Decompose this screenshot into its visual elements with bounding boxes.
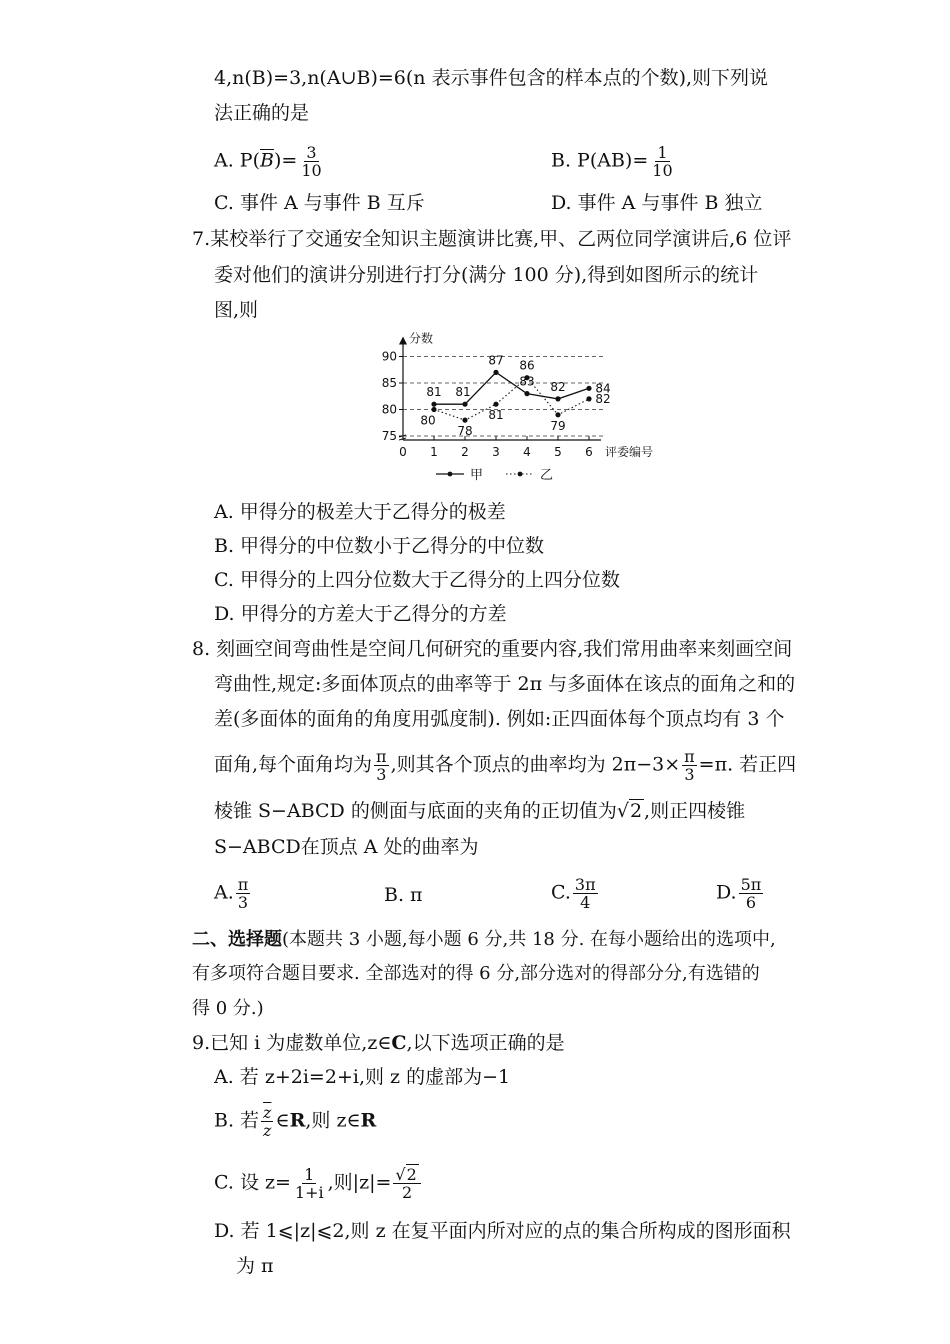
q9-option-b: B. 若 $\frac{\overline{z}}{z}$ ∈R,则 z∈R: [214, 1103, 377, 1140]
data-label-乙-4: 86: [519, 358, 535, 373]
data-label-甲-4: 83: [519, 374, 535, 389]
q8-pi-over-3-fraction-2: $\frac{\pi}{3}$: [684, 747, 695, 784]
q8-a-fraction: $\frac{\pi}{3}$: [237, 875, 249, 912]
q6-stem-line1: 4,n(B)=3,n(A∪B)=6(n 表示事件包含的样本点的个数),则下列说: [214, 67, 769, 89]
q9-option-d-line1: D. 若 1⩽|z|⩽2,则 z 在复平面内所对应的点的集合所构成的图形面积: [214, 1220, 791, 1242]
y-tick-label-80: 80: [381, 402, 397, 417]
point-甲-3: [493, 370, 498, 375]
x-tick-label-4: 4: [523, 445, 531, 459]
legend-label-甲: 甲: [470, 468, 484, 483]
q6-a-mid: )=: [273, 149, 298, 172]
section2-instructions-line2: 有多项符合题目要求. 全部选对的得 6 分,部分选对的得部分分,有选错的: [192, 963, 760, 984]
q7-stem-line2: 委对他们的演讲分别进行打分(满分 100 分),得到如图所示的统计: [214, 264, 759, 286]
q7-option-c: C. 甲得分的上四分位数大于乙得分的上四分位数: [214, 569, 620, 591]
point-乙-1: [431, 407, 436, 412]
x-tick-label-6: 6: [585, 445, 593, 459]
legend-marker-乙: [518, 472, 523, 477]
y-tick-label-90: 90: [381, 349, 397, 364]
data-label-乙-6: 82: [595, 391, 611, 406]
q9-b-fraction: $\frac{\overline{z}}{z}$: [263, 1103, 272, 1140]
y-tick-label-75: 75: [381, 429, 397, 443]
q6-b-prefix: B. P(AB)=: [551, 149, 649, 172]
q9-stem: 9.已知 i 为虚数单位,z∈C,以下选项正确的是: [192, 1032, 565, 1054]
section2-instructions-line3: 得 0 分.): [192, 998, 264, 1019]
data-label-乙-1: 80: [420, 413, 436, 428]
point-乙-3: [493, 402, 498, 407]
data-label-甲-2: 81: [455, 385, 471, 400]
q9-c-sqrt2-over-2: $\frac{√2}{2}$: [393, 1166, 420, 1201]
q7-option-b: B. 甲得分的中位数小于乙得分的中位数: [214, 535, 545, 557]
q6-a-prefix: A. P(: [214, 149, 260, 172]
point-甲-2: [462, 402, 467, 407]
x-tick-label-3: 3: [492, 445, 500, 459]
q8-stem-line5: 棱锥 S−ABCD 的侧面与底面的夹角的正切值为√2 ,则正四棱锥: [214, 800, 746, 822]
q7-option-a: A. 甲得分的极差大于乙得分的极差: [214, 501, 506, 523]
legend-marker-甲: [448, 472, 453, 477]
q8-pi-over-3-fraction: $\frac{\pi}{3}$: [376, 747, 387, 784]
q9-c-fraction: $\frac{1}{1+i}$: [294, 1165, 324, 1202]
q8-stem-line2: 弯曲性,规定:多面体顶点的曲率等于 2π 与多面体在该点的面角之和的: [214, 673, 796, 695]
q8-stem-line3: 差(多面体的面角的角度用弧度制). 例如:正四面体每个顶点均有 3 个: [214, 708, 785, 730]
q7-option-d: D. 甲得分的方差大于乙得分的方差: [214, 603, 507, 625]
point-甲-5: [555, 396, 560, 401]
data-label-乙-2: 78: [457, 424, 473, 439]
x-tick-label-1: 1: [430, 445, 438, 459]
q6-a-bar-b: $\overline{B}$: [260, 149, 274, 172]
q8-d-fraction: $\frac{5\pi}{6}$: [740, 875, 762, 912]
q8-stem-line1: 8. 刻画空间弯曲性是空间几何研究的重要内容,我们常用曲率来刻画空间: [192, 638, 793, 660]
data-label-甲-6: 84: [595, 381, 611, 396]
x-tick-label-2: 2: [461, 445, 469, 459]
q6-option-b: [551, 144, 677, 179]
sqrt-sign: √: [616, 800, 629, 822]
q6-a-fraction: $\frac{3}{10}$: [301, 143, 322, 180]
q7-line-chart: [370, 322, 690, 490]
q9-option-c: C. 设 z= $\frac{1}{1+i}$ ,则|z|= $\frac{√2}{2}$: [214, 1166, 423, 1201]
q8-option-d: D. $\frac{5\pi}{6}$: [716, 875, 762, 912]
point-乙-5: [555, 412, 560, 417]
q8-stem-line6: S−ABCD在顶点 A 处的曲率为: [214, 836, 479, 858]
q8-option-c: C. $\frac{3\pi}{4}$: [551, 875, 596, 912]
data-label-甲-5: 82: [550, 379, 566, 394]
section2-instructions-line1: 二、选择题(本题共 3 小题,每小题 6 分,共 18 分. 在每小题给出的选项中,: [192, 929, 776, 950]
q7-stem-line3: 图,则: [214, 299, 259, 321]
data-label-乙-5: 79: [550, 418, 566, 433]
q8-option-a: A. $\frac{\pi}{3}$: [214, 875, 249, 912]
point-甲-4: [524, 391, 529, 396]
legend-label-乙: 乙: [540, 468, 554, 483]
section2-title: 二、选择题: [192, 929, 282, 950]
data-label-甲-1: 81: [426, 385, 442, 400]
q9-option-d-line2: 为 π: [236, 1255, 274, 1277]
q6-option-d: D. 事件 A 与事件 B 独立: [551, 192, 763, 214]
data-label-甲-3: 87: [488, 353, 504, 368]
q9-option-a: A. 若 z+2i=2+i,则 z 的虚部为−1: [214, 1066, 511, 1088]
y-axis-arrow: [399, 337, 407, 345]
q8-stem-line4: 面角,每个面角均为 $\frac{\pi}{3}$ ,则其各个顶点的曲率均为 2π−3× $\frac{\pi}{3}$ =π. 若正四: [214, 747, 797, 784]
data-label-乙-3: 81: [488, 408, 504, 423]
point-甲-1: [431, 402, 436, 407]
point-乙-2: [462, 418, 467, 423]
q7-stem-line1: 7.某校举行了交通安全知识主题演讲比赛,甲、乙两位同学演讲后,6 位评: [192, 228, 792, 250]
point-甲-6: [586, 386, 591, 391]
x-tick-label-0: 0: [399, 445, 407, 459]
y-tick-label-85: 85: [381, 376, 397, 390]
x-axis-label: 评委编号: [605, 445, 654, 459]
q8-c-fraction: $\frac{3\pi}{4}$: [574, 875, 596, 912]
point-乙-6: [586, 396, 591, 401]
y-axis-label: 分数: [409, 331, 434, 346]
q8-option-b: B. π: [384, 884, 423, 906]
q6-option-c: C. 事件 A 与事件 B 互斥: [214, 192, 425, 214]
x-tick-label-5: 5: [554, 445, 562, 459]
q6-option-a: [214, 144, 326, 179]
q6-stem-line2: 法正确的是: [214, 102, 310, 124]
q6-b-fraction: $\frac{1}{10}$: [652, 143, 673, 180]
